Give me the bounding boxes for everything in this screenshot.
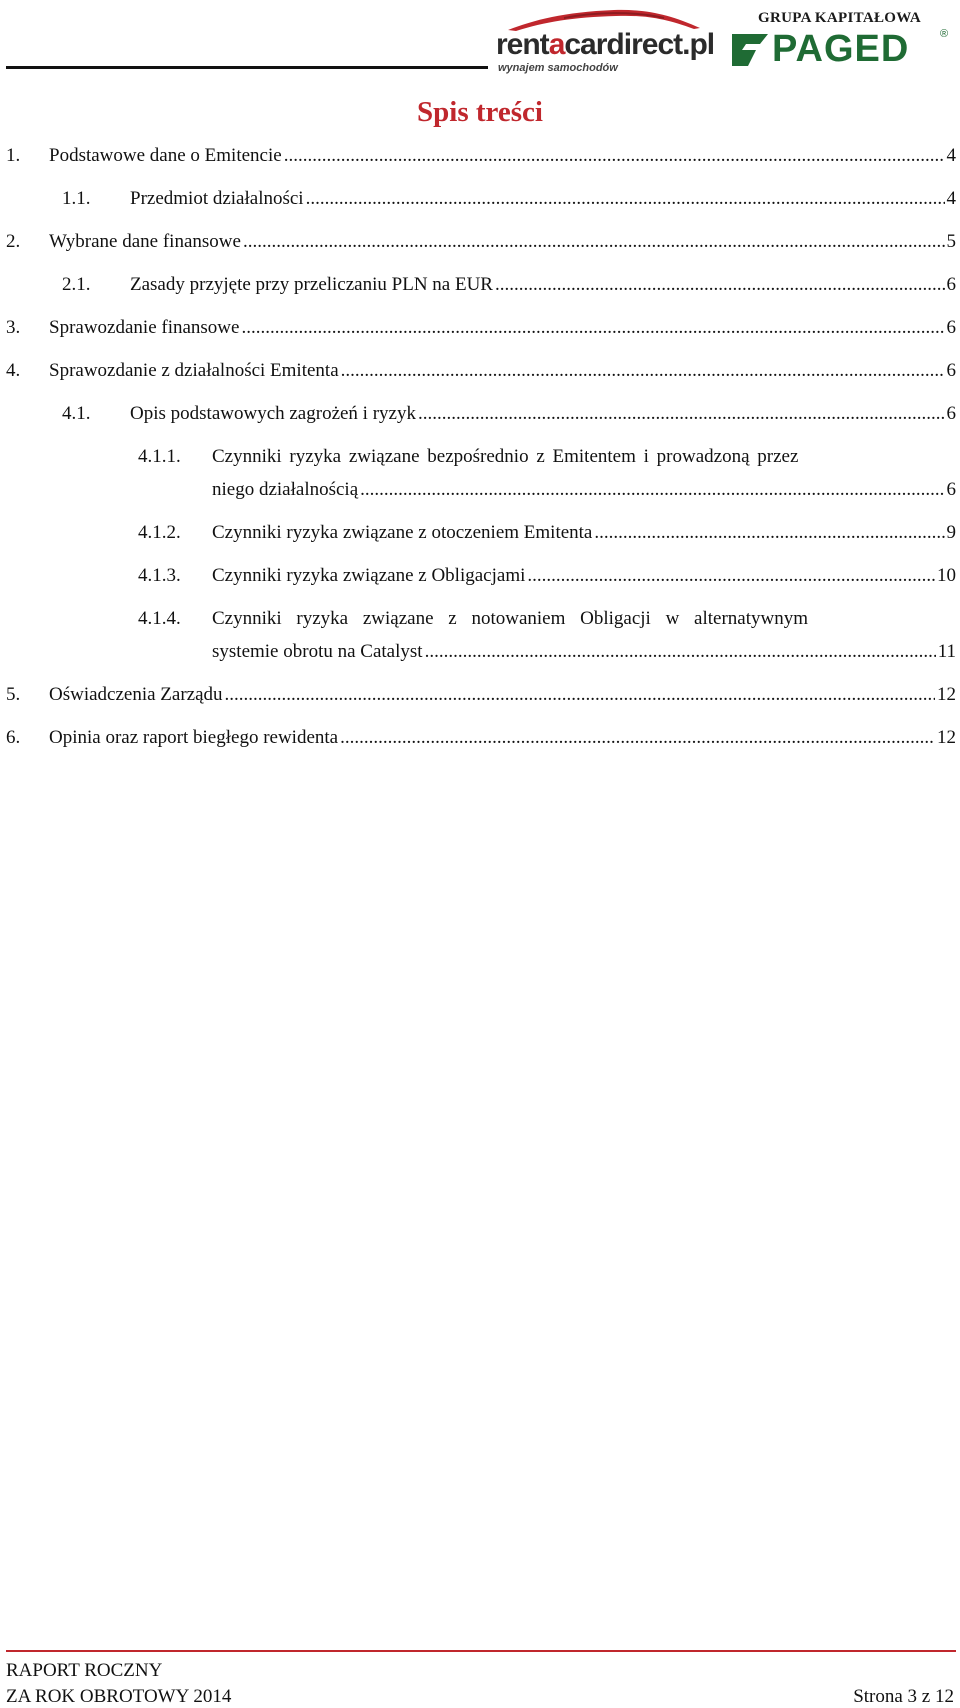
- toc-entry-1[interactable]: [6, 140, 956, 172]
- footer-page-number: Strona 3 z 12: [853, 1686, 954, 1707]
- toc-leader: [340, 722, 935, 754]
- rentacardirect-logo: [494, 6, 715, 76]
- toc-leader: [225, 679, 935, 711]
- paged-arrow-icon: [730, 32, 770, 68]
- toc-entry-4-1[interactable]: [62, 398, 956, 430]
- footer-report-title: RAPORT ROCZNY: [6, 1660, 163, 1681]
- toc-text: Podstawowe dane o Emitencie: [49, 145, 282, 166]
- page-title-text: Spis treści: [417, 96, 543, 128]
- toc-entry-1-1[interactable]: [62, 183, 956, 215]
- toc-number: 4.1.: [62, 403, 91, 424]
- toc-leader: [594, 517, 944, 549]
- toc-text-line2: systemie obrotu na Catalyst: [212, 641, 423, 662]
- toc-page: 6: [946, 479, 956, 500]
- logo-part-pl: .pl: [682, 28, 715, 61]
- toc-leader: [418, 398, 945, 430]
- toc-entry-6[interactable]: [6, 722, 956, 754]
- toc-leader: [360, 474, 944, 506]
- toc-leader: [341, 355, 945, 387]
- toc-leader: [306, 183, 945, 215]
- toc-entry-4[interactable]: [6, 355, 956, 387]
- toc-entry-4-1-3[interactable]: [138, 560, 956, 592]
- toc-page: 5: [946, 231, 956, 252]
- toc-page: 11: [937, 641, 956, 662]
- toc-number: 5.: [6, 684, 21, 705]
- toc-page: 12: [937, 684, 956, 705]
- toc-text: Wybrane dane finansowe: [49, 231, 241, 252]
- toc-number: 4.1.3.: [138, 565, 181, 586]
- logo-part-cardirect: cardirect: [564, 28, 683, 61]
- toc-text: Zasady przyjęte przy przeliczaniu PLN na EUR: [130, 274, 493, 295]
- toc-entry-4-1-4-line1: [138, 603, 918, 635]
- toc-text: Przedmiot działalności: [130, 188, 304, 209]
- toc-page: 6: [946, 360, 956, 381]
- toc-page: 4: [946, 145, 956, 166]
- toc-leader: [527, 560, 935, 592]
- toc-page: 6: [946, 403, 956, 424]
- page-title: [0, 96, 960, 129]
- toc-entry-2-1[interactable]: [62, 269, 956, 301]
- group-label: GRUPA KAPITAŁOWA: [758, 10, 922, 26]
- toc-number: 3.: [6, 317, 21, 338]
- logo-part-rent: rent: [496, 28, 549, 61]
- paged-wordmark: PAGED: [772, 28, 910, 70]
- toc-number: 2.1.: [62, 274, 91, 295]
- registered-mark: ®: [940, 28, 949, 40]
- header-rule: [6, 66, 488, 69]
- toc-page: 12: [937, 727, 956, 748]
- toc-entry-4-1-1-line2: [212, 474, 956, 506]
- toc-leader: [241, 312, 944, 344]
- toc-entry-5[interactable]: [6, 679, 956, 711]
- toc-number: 1.: [6, 145, 21, 166]
- toc-number: 2.: [6, 231, 21, 252]
- toc-text-line1: Czynniki ryzyka związane z notowaniem Obligacji w alternatywnym: [212, 608, 809, 629]
- toc-page: 10: [937, 565, 956, 586]
- toc-leader: [495, 269, 945, 301]
- toc-text: Sprawozdanie finansowe: [49, 317, 240, 338]
- footer-rule: [6, 1650, 956, 1652]
- toc-number: 4.1.4.: [138, 608, 181, 629]
- toc-text: Czynniki ryzyka związane z otoczeniem Emitenta: [212, 522, 593, 543]
- toc-page: 6: [946, 274, 956, 295]
- toc-text: Opis podstawowych zagrożeń i ryzyk: [130, 403, 416, 424]
- toc-entry-4-1-4-line2: [212, 636, 956, 668]
- toc-entry-4-1-2[interactable]: [138, 517, 956, 549]
- toc-page: 6: [946, 317, 956, 338]
- toc-entry-4-1-1-line1: [138, 441, 918, 473]
- toc-number: 4.1.1.: [138, 446, 181, 467]
- toc-text: Czynniki ryzyka związane z Obligacjami: [212, 565, 526, 586]
- toc-text-line1: Czynniki ryzyka związane bezpośrednio z Emitentem i prowadzoną przez: [212, 446, 799, 467]
- toc-text-line2: niego działalnością: [212, 479, 359, 500]
- toc-page: 4: [946, 188, 956, 209]
- toc-entry-3[interactable]: [6, 312, 956, 344]
- toc-text: Oświadczenia Zarządu: [49, 684, 223, 705]
- toc-number: 6.: [6, 727, 21, 748]
- toc-leader: [243, 226, 945, 258]
- logo-part-a: a: [548, 28, 565, 61]
- toc-page: 9: [946, 522, 956, 543]
- footer-report-year: ZA ROK OBROTOWY 2014: [6, 1686, 232, 1707]
- toc-leader: [284, 140, 945, 172]
- toc-text: Sprawozdanie z działalności Emitenta: [49, 360, 339, 381]
- toc-number: 4.: [6, 360, 21, 381]
- toc-text: Opinia oraz raport biegłego rewidenta: [49, 727, 339, 748]
- logo-tagline: wynajem samochodów: [498, 62, 618, 74]
- paged-logo: [730, 30, 956, 70]
- toc-entry-2[interactable]: [6, 226, 956, 258]
- toc-number: 4.1.2.: [138, 522, 181, 543]
- toc-leader: [425, 636, 936, 668]
- toc-number: 1.1.: [62, 188, 91, 209]
